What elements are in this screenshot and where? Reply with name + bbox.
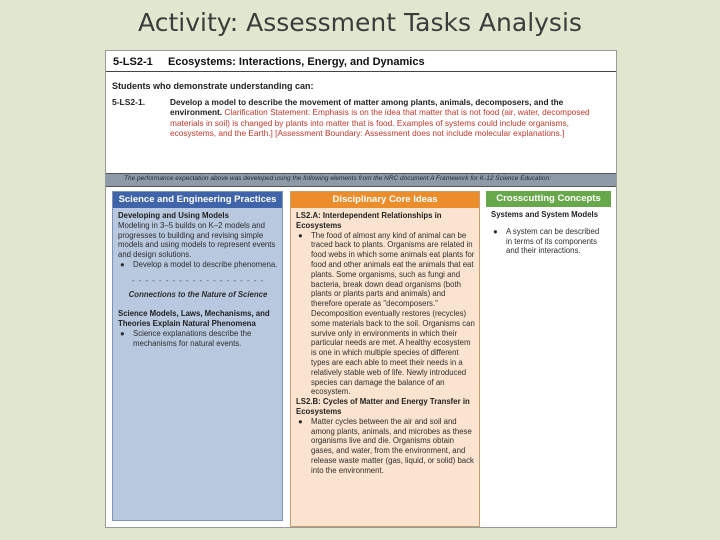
- dci-heading-ls2a: LS2.A: Interdependent Relationships in Ecosystems: [296, 211, 442, 230]
- dci-bullet-food-webs: [296, 231, 475, 398]
- bullet-icon: ●: [298, 230, 303, 240]
- standard-document: [105, 50, 617, 528]
- dci-heading-ls2b: LS2.B: Cycles of Matter and Energy Transfer in Ecosystems: [296, 397, 470, 416]
- standard-code: 5-LS2-1: [113, 56, 153, 68]
- sep-header: Science and Engineering Practices: [113, 192, 282, 208]
- standard-header: [106, 51, 616, 72]
- bullet-icon: ●: [298, 416, 303, 426]
- pe-code: 5-LS2-1.: [112, 97, 146, 107]
- dci-bullet-text: The food of almost any kind of animal can be traced back to plants. Organisms are related in food webs in which some animals eat plants for food and other animals eat the animals that eat plants. Some organisms, such as fungi and bacteria, break down dead organisms (both plants or plants parts and animals) and therefore operate as "decomposers." Decomposition eventually restores (recycles) some materials back to the soil. Organisms can survive only in environments in which their particular needs are met. A healthy ecosystem is one in which multiple species of different types are each able to meet their needs in a relatively stable web of life. Newly introduced species can damage the balance of an ecosystem.: [311, 230, 475, 397]
- slide-title: Activity: Assessment Tasks Analysis: [138, 8, 582, 37]
- sep-heading-models: Developing and Using Models: [118, 211, 229, 220]
- connections-heading: Connections to the Nature of Science: [128, 289, 268, 299]
- section-divider: - - - - - - - - - - - - - - - - - - - -: [131, 275, 265, 285]
- bullet-icon: ●: [493, 226, 498, 236]
- cc-bullet-system: [491, 227, 607, 256]
- dci-bullet-matter-cycles: [296, 417, 475, 476]
- cc-bullet-text: A system can be described in terms of its components and their interactions.: [506, 226, 600, 256]
- bullet-icon: ●: [120, 259, 125, 269]
- sep-bullet-explanations: [118, 329, 278, 349]
- dci-header: Disciplinary Core Ideas: [291, 192, 479, 208]
- intro-text: Students who demonstrate understanding can:: [112, 81, 314, 91]
- sep-heading-science-models: Science Models, Laws, Mechanisms, and Theories Explain Natural Phenomena: [118, 309, 270, 329]
- pe-statement: Develop a model to describe the movement of matter among plants, animals, decomposers, and the environment.: [170, 97, 564, 118]
- cc-column: [486, 191, 611, 527]
- sep-column: [112, 191, 283, 521]
- dci-column: [290, 191, 480, 527]
- sep-models-paragraph: Modeling in 3–5 builds on K–2 models and progresses to building and revising simple models and using models to represent events and design solutions.: [118, 220, 276, 260]
- performance-expectation: [170, 97, 602, 139]
- standard-title: Ecosystems: Interactions, Energy, and Dynamics: [168, 56, 425, 68]
- bullet-icon: ●: [120, 328, 125, 338]
- sep-bullet-text: Develop a model to describe phenomena.: [133, 259, 278, 269]
- sep-bullet-text: Science explanations describe the mechanisms for natural events.: [133, 328, 252, 348]
- sep-bullet-develop-model: [118, 260, 278, 270]
- cc-header: Crosscutting Concepts: [486, 191, 611, 207]
- framework-note-strip: [106, 173, 616, 187]
- pe-clarification: Clarification Statement: Emphasis is on the idea that matter that is not food (air, water, decomposed materials in soil) is changed by plants into matter that is food. Examples of systems could include organisms, ecosystems, and the Earth.] [Assessment Boundary: Assessment does not include molecular explanations.]: [170, 107, 590, 139]
- cc-heading-systems: Systems and System Models: [491, 210, 599, 219]
- framework-note: The performance expectation above was developed using the following elements from the NRC document A Framework for K-12 Science Education:: [124, 175, 551, 182]
- dci-bullet-text: Matter cycles between the air and soil and among plants, animals, and microbes as these organisms live and die. Organisms obtain gases, and water, from the environment, and release waste matter (gas, liquid, or solid) back into the environment.: [311, 416, 474, 475]
